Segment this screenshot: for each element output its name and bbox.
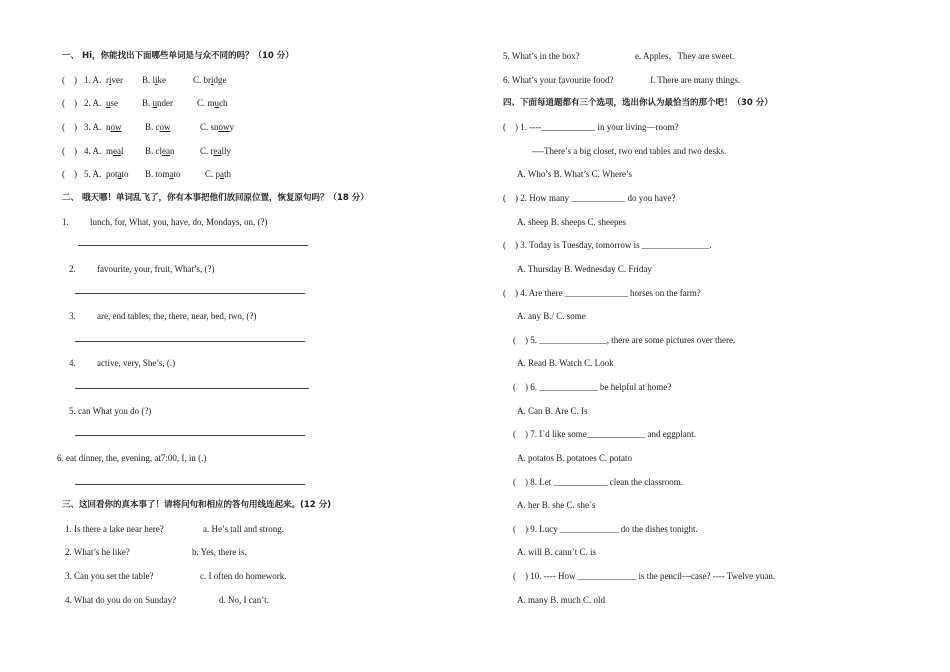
section-3-heading: 三、这回看你的真本事了！请将问句和相应的答句用线连起来。(12 分) [62,500,332,510]
match-answer[interactable]: c. I often do homework. [200,571,287,581]
mc-options[interactable]: A. Can B. Are C. Is [517,406,588,416]
match-question[interactable]: 1. Is there a lake near here? [65,524,164,534]
mc-options[interactable]: A. Thursday B. Wednesday C. Friday [517,264,652,274]
answer-line[interactable] [75,484,305,485]
match-question[interactable]: 4. What do you do on Sunday? [65,595,177,605]
mc-options[interactable]: A. Who’s B. What’s C. Where’s [517,169,632,179]
match-question[interactable]: 2. What’s he like? [65,547,130,557]
mc-options[interactable]: A. her B. she C. she`s [517,500,596,510]
answer-line[interactable] [75,388,309,389]
mc-options[interactable]: A. will B. cann`t C. is [517,547,596,557]
match-answer[interactable]: b. Yes, there is. [192,547,247,557]
answer-line[interactable] [78,245,308,246]
match-answer[interactable]: f. There are many things. [650,75,741,85]
mc-question: ( ) 7. I`d like some_____________ and eggplant. [513,429,696,439]
match-answer[interactable]: a. He’s tall and strong. [203,524,284,534]
section-4-heading: 四、下面每道题都有三个选项，选出你认为最恰当的那个吧！（30 分） [503,98,773,108]
mc-options[interactable]: A. many B. much C. old [517,595,605,605]
mc-options[interactable]: A. potatos B. potatoes C. potato [517,453,632,463]
reorder-words: are, end tables, the, there, near, bed, two, (?) [97,311,257,321]
answer-line[interactable] [75,293,305,294]
reorder-number: 1. [62,217,69,227]
mc-subtext: ----There’s a big closet, two end tables and two desks. [532,146,727,156]
section-1-heading: 一、 Hi，你能找出下面哪些单词是与众不同的吗？（10 分） [62,51,294,61]
match-question[interactable]: 6. What’s your favourite food? [503,75,614,85]
mc-options[interactable]: A. Read B. Watch C. Look [517,358,614,368]
mc-options[interactable]: A. sheep B. sheeps C. sheepes [517,217,626,227]
match-answer[interactable]: e. Apples，They are sweet. [635,51,735,61]
mc-question: ( ) 1. ----____________ in your living—room? [503,122,679,132]
mc-options[interactable]: A. any B./ C. some [517,311,586,321]
mc-question: ( ) 9. Lucy _____________ do the dishes tonight. [513,524,698,534]
reorder-words: active, very, She’s, (.) [97,358,176,368]
answer-line[interactable] [75,341,305,342]
reorder-words: 5. can What you do (?) [69,406,152,416]
mc-question: ( ) 4. Are there ______________ horses on the farm? [503,288,701,298]
reorder-words: 6. eat dinner, the, evening, at7:00, I, in (.) [57,453,207,463]
reorder-number: 3. [69,311,76,321]
reorder-words: lunch, for, What, you, have, do, Mondays, on, (?) [90,217,268,227]
reorder-number: 2. [69,264,76,274]
mc-question: ( ) 8. Let ____________ clean the classroom. [513,477,683,487]
match-question[interactable]: 5. What’s in the box? [503,51,580,61]
match-question[interactable]: 3. Can you set the table? [65,571,154,581]
match-answer[interactable]: d. No, I can’t. [219,595,269,605]
section-2-heading: 二、 哦天哪！单词乱飞了，你有本事把他们放回原位置，恢复原句吗？（18 分） [62,193,369,203]
exam-page: 一、 Hi，你能找出下面哪些单词是与众不同的吗？（10 分） ( ) 1. A. river B. like C. bridge ( ) 2. A. use B. under C. much ( ) 3. A. now B. cow C. snowy ( ) 4. A. meal B. clean C. really ( ) 5. A. potato B. tomato C. path 二、 哦天哪！单词乱飞了，你有本事把他们放回原位置，恢复原句吗？（18 分） 1. lunch, for, What, you, have, do, Mondays, on, (?) 2. favourite, your, fruit, What’s, (?) 3. are, end tables, the, there, near, bed, two, (?) 4. active, very, She’s, (.) 5. can What you do (?) 6. eat dinner, the, evening, at7:00, I, in (.) 三、这回看你的真本事了！请将问句和相应的答句用线连起来。(12 分) 1. Is there a lake near here? a. He’s tall and strong. 2. What’s he like? b. Yes, there is. 3. Can you set the table? c. I often do homework. 4. What do you do on Sunday? d. No, I can’t. 5. What’s in the box? e. Apples，They are sweet. 6. What’s your favourite food? f. There are many things. 四、下面每道题都有三个选项，选出你认为最恰当的那个吧！（30 分） ( ) 1. ----____________ in your living—room? ----There’s a big closet, two end tables and two desks. A. Who’s B. What’s C. Where’s ( ) 2. How many ____________ do you have? A. sheep B. sheeps C. sheepes ( ) 3. Today is Tuesday, tomorrow is _______________. A. Thursday B. Wednesday C. Friday ( ) 4. Are there ______________ horses on the farm? A. any B./ C. some ( ) 5. _______________, there are some pictures over there. A. Read B. Watch C. Look ( ) 6. _____________ be helpful at home? A. Can B. Are C. Is ( ) 7. I`d like some_____________ and eggplant. A. potatos B. potatoes C. potato ( ) 8. Let ____________ clean the classroom. A. her B. she C. she`s ( ) 9. Lucy _____________ do the dishes tonight. A. will B. cann`t C. is ( ) 10. ---- How _____________ is the pencil—case? ---- Twelve yuan. A. many B. much C. old [57,51,776,605]
reorder-number: 4. [69,358,76,368]
mc-question: ( ) 10. ---- How _____________ is the pencil—case? ---- Twelve yuan. [513,571,776,581]
mc-question: ( ) 5. _______________, there are some pictures over there. [513,335,736,345]
mc-question: ( ) 2. How many ____________ do you have? [503,193,676,203]
answer-line[interactable] [75,435,305,436]
mc-question: ( ) 6. _____________ be helpful at home? [513,382,672,392]
reorder-words: favourite, your, fruit, What’s, (?) [97,264,215,274]
mc-question: ( ) 3. Today is Tuesday, tomorrow is _______________. [503,240,712,250]
